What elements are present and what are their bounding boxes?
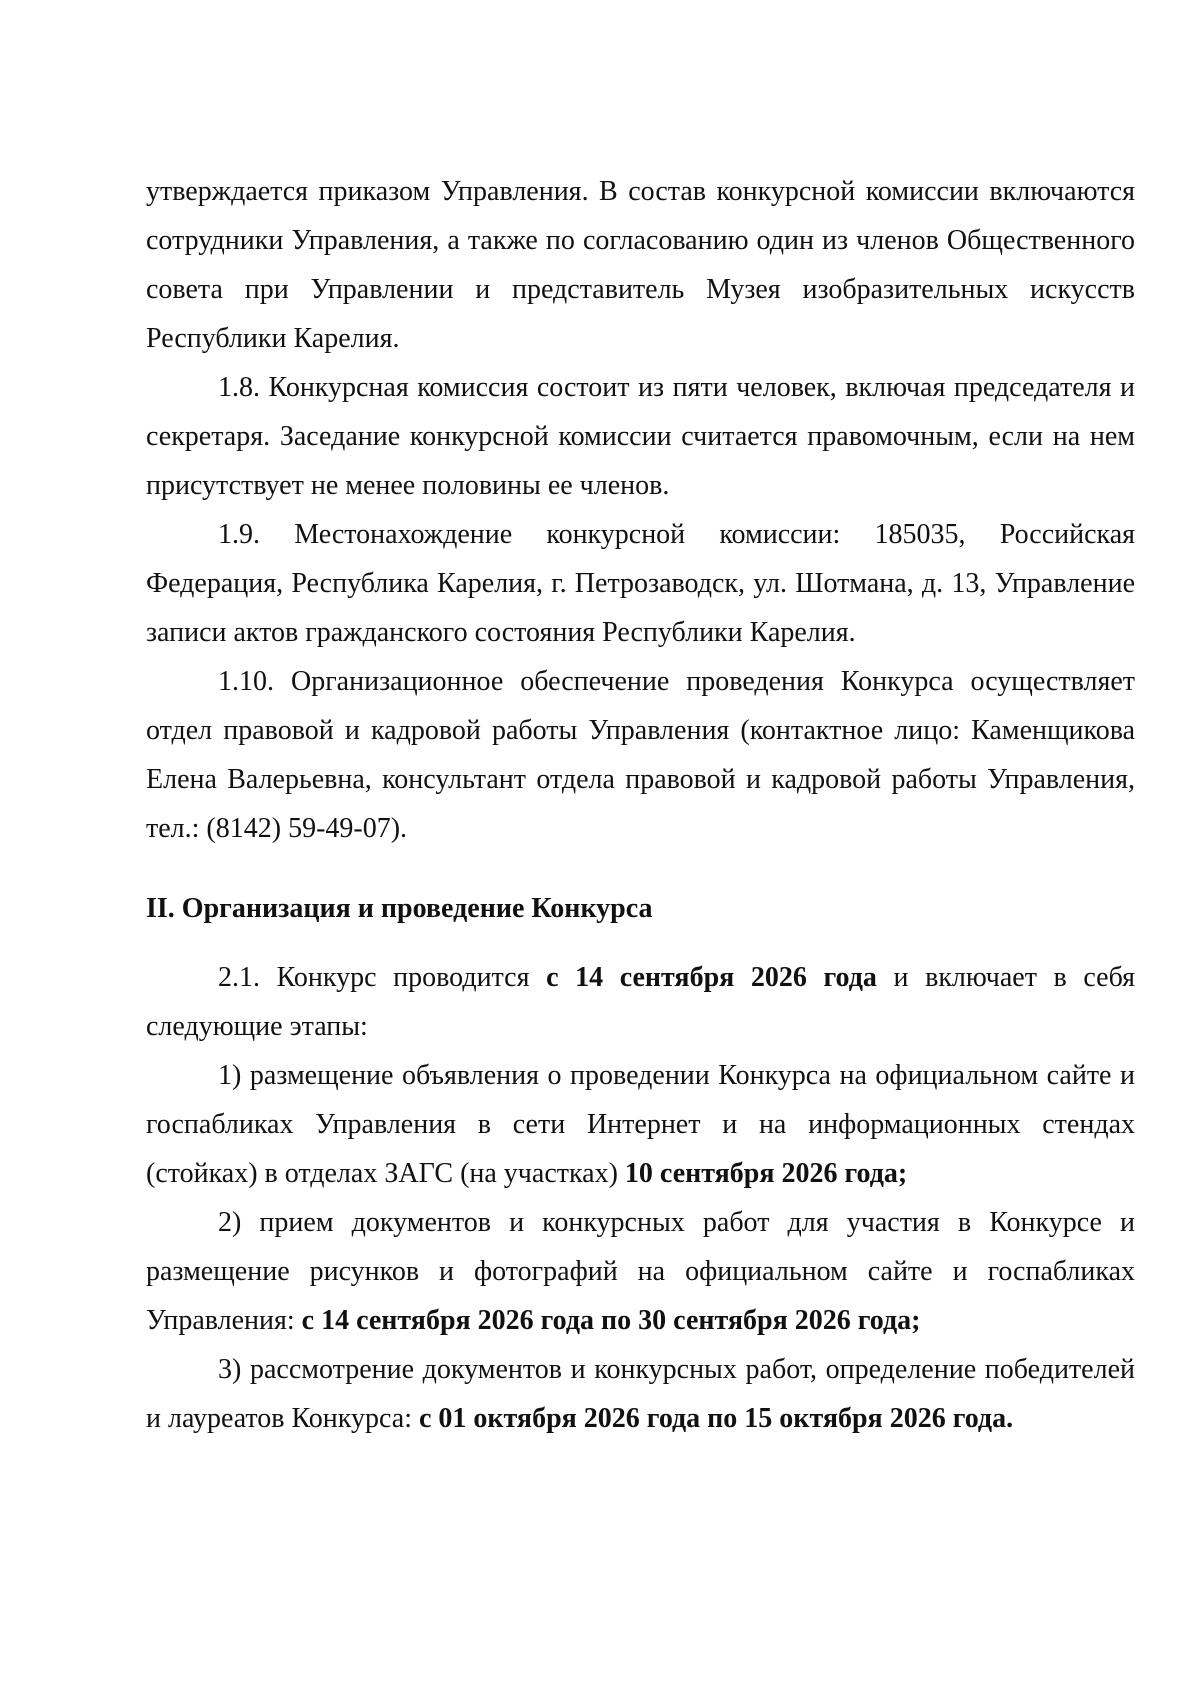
bold-date-range: с 14 сентября 2026 года по 30 сентября 2026 года; — [301, 1305, 921, 1336]
paragraph-text: 2.1. Конкурс проводится — [218, 962, 547, 993]
paragraph-1-7-continuation — [146, 167, 1135, 363]
paragraph-text: 1.9. Местонахождение конкурсной комиссии: 185035, Российская Федерация, Республика Карелия, г. Петрозаводск, ул. Шотмана, д. 13, Управление записи актов гражданского состояния Республики Карелия. — [146, 519, 1135, 648]
paragraph-text: 3) рассмотрение документов и конкурсных работ, определение победителей и лауреатов Конкурса: — [146, 1354, 1135, 1434]
document-body — [146, 167, 1135, 1443]
bold-date-range: с 01 октября 2026 года по 15 октября 2026 года. — [418, 1403, 1014, 1434]
paragraph-1-8 — [146, 363, 1135, 510]
stage-1-item — [146, 1051, 1135, 1198]
paragraph-text: 1) размещение объявления о проведении Конкурса на официальном сайте и госпабликах Управления в сети Интернет и на информационных стендах (стойках) в отделах ЗАГС (на участках) — [146, 1060, 1135, 1189]
section-2 — [146, 884, 1135, 1443]
paragraph-text: 1.8. Конкурсная комиссия состоит из пяти человек, включая председателя и секретаря. Заседание конкурсной комиссии считается правомочным, если на нем присутствует не менее половины ее членов. — [146, 372, 1135, 501]
paragraph-text: 2) прием документов и конкурсных работ для участия в Конкурсе и размещение рисунков и фотографий на официальном сайте и госпабликах Управления: — [146, 1207, 1135, 1336]
paragraph-text: и включает в себя следующие этапы: — [146, 962, 1136, 1042]
paragraph-text: утверждается приказом Управления. В состав конкурсной комиссии включаются сотрудники Управления, а также по согласованию один из членов Общественного совета при Управлении и представитель Музея изобразительных искусств Республики Карелия. — [146, 176, 1135, 354]
paragraph-text: 1.10. Организационное обеспечение проведения Конкурса осуществляет отдел правовой и кадровой работы Управления (контактное лицо: Каменщикова Елена Валерьевна, консультант отдела правовой и кадровой работы Управления, тел.: (8142) 59-49-07). — [146, 666, 1135, 844]
section-1-continuation — [146, 167, 1135, 853]
stage-2-item — [146, 1198, 1135, 1345]
bold-date-range: 10 сентября 2026 года; — [624, 1158, 908, 1189]
paragraph-1-10 — [146, 657, 1135, 853]
stage-3-item — [146, 1345, 1135, 1443]
bold-date-range: с 14 сентября 2026 года — [546, 962, 877, 993]
section-heading: II. Организация и проведение Конкурса — [146, 893, 653, 924]
paragraph-2-1 — [146, 953, 1135, 1051]
paragraph-1-9 — [146, 510, 1135, 657]
